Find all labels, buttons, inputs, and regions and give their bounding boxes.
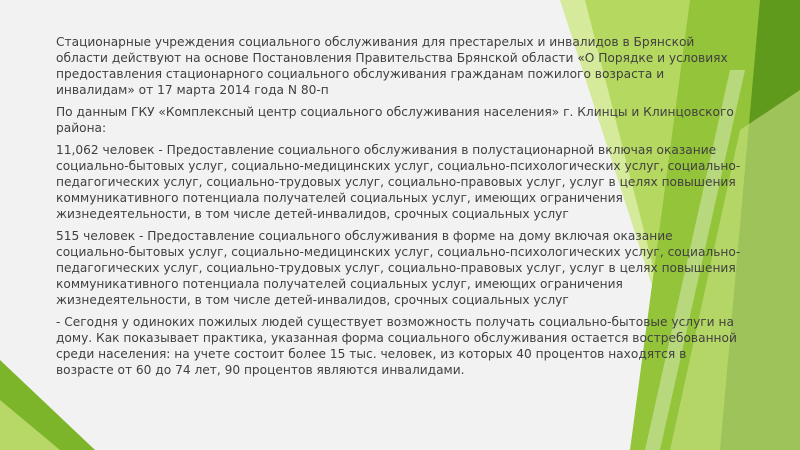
paragraph-legal-basis: Стационарные учреждения социального обслуживания для престарелых и инвалидов в Брянской области действуют на основе Постановления Правительства Брянской области «О Порядке и условиях предоставления стационарного социального обслуживания гражданам пожилого возраста и инвалидам» от 17 марта 2014 года N 80-п	[56, 35, 728, 97]
paragraph-home-service: 515 человек - Предоставление социального обслуживания в форме на дому включая оказание социально-бытовых услуг, социально-медицинских услуг, социально-психологических услуг, социально-педагогических услуг, социально-трудовых услуг, социально-правовых услуг, услуг в целях повышения коммуникативного потенциала получателей социальных услуг, имеющих ограничения жизнедеятельности, в том числе детей-инвалидов, срочных социальных услуг	[56, 229, 741, 307]
paragraph-semistationary: 11,062 человек - Предоставление социального обслуживания в полустационарной включая оказание социально-бытовых услуг, социально-медицинских услуг, социально-психологических услуг, социально-педагогических услуг, социально-трудовых услуг, социально-правовых услуг, услуг в целях повышения коммуникативного потенциала получателей социальных услуг, имеющих ограничения жизнедеятельности, в том числе детей-инвалидов, срочных социальных услуг	[56, 143, 741, 221]
paragraph-conclusion: - Сегодня у одиноких пожилых людей существует возможность получать социально-бытовые услуги на дому. Как показывает практика, указанная форма социального обслуживания остается востребованной среди населения: на учете состоит более 15 тыс. человек, из которых 40 процентов находятся в возрасте от 60 до 74 лет, 90 процентов являются инвалидами.	[56, 315, 737, 377]
text-body	[56, 34, 746, 384]
paragraph-source: По данным ГКУ «Комплексный центр социального обслуживания населения» г. Клинцы и Клинцовского района:	[56, 105, 734, 135]
